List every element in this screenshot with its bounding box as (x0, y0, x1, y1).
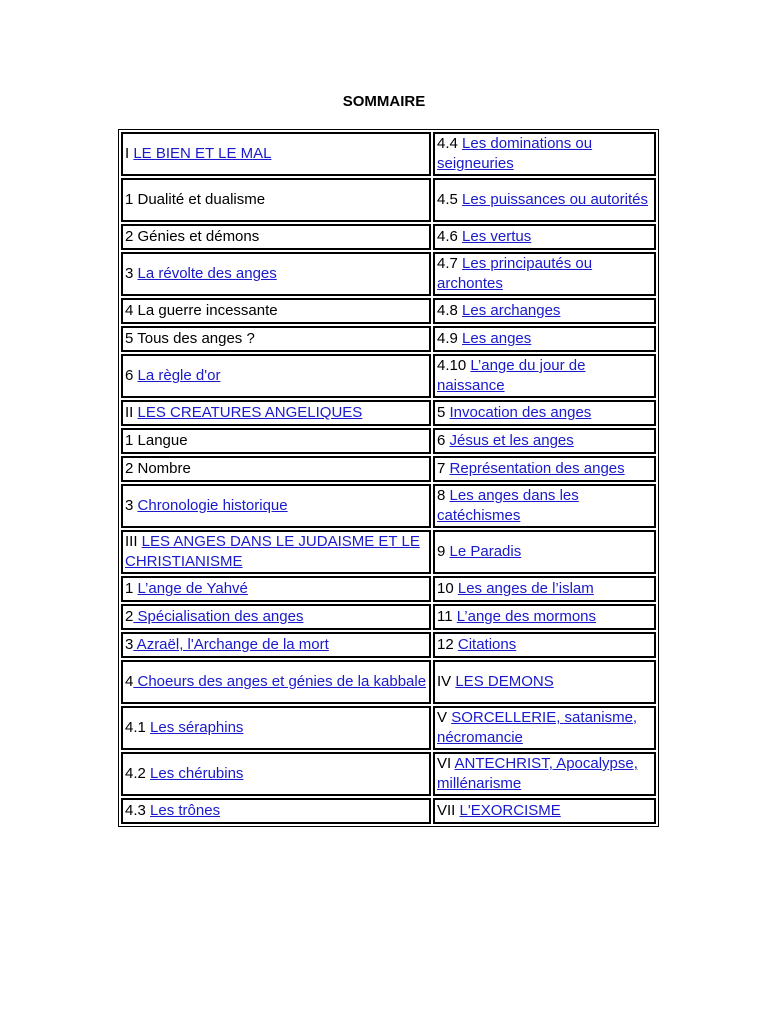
toc-entry-right (433, 354, 656, 398)
toc-entry-number: II (125, 404, 138, 421)
table-row (121, 252, 656, 296)
toc-entry-number: 3 (125, 265, 138, 282)
toc-entry-left (121, 354, 431, 398)
toc-entry-left (121, 298, 431, 324)
toc-entry-number: VII (437, 802, 460, 819)
toc-entry-number: 12 (437, 636, 458, 653)
toc-link[interactable]: Les anges dans les catéchismes (437, 487, 579, 524)
toc-entry-right (433, 298, 656, 324)
toc-link[interactable]: Invocation des anges (449, 404, 592, 421)
toc-link[interactable]: Les principautés ou archontes (437, 255, 593, 292)
table-row (121, 660, 656, 704)
toc-entry-number: 4.7 (437, 255, 463, 272)
toc-entry-number: 1 (125, 580, 138, 597)
toc-entry-number: 2 (125, 608, 134, 625)
toc-entry-left (121, 706, 431, 750)
toc-link[interactable]: L’ange des mormons (456, 608, 596, 625)
toc-entry-number: 11 (437, 608, 457, 625)
toc-entry-right (433, 400, 656, 426)
table-row (121, 530, 656, 574)
toc-link[interactable]: LES CREATURES ANGELIQUES (137, 404, 363, 421)
toc-entry-left (121, 428, 431, 454)
toc-entry-right (433, 530, 656, 574)
toc-link[interactable]: La règle d'or (137, 367, 221, 384)
toc-entry-number: 4.10 (437, 357, 471, 374)
toc-link[interactable]: ANTECHRIST, Apocalypse, millénarisme (437, 755, 638, 792)
toc-entry-left (121, 484, 431, 528)
table-row (121, 798, 656, 824)
toc-entry-right (433, 252, 656, 296)
toc-entry-number: 2 Génies et démons (125, 228, 260, 245)
toc-entry-number: 10 (437, 580, 458, 597)
table-row (121, 354, 656, 398)
toc-link[interactable]: Spécialisation des anges (133, 608, 304, 625)
toc-entry-number: 4.5 (437, 191, 463, 208)
toc-entry-number: 4.2 (125, 765, 151, 782)
toc-entry-number: I (125, 145, 134, 162)
toc-entry-left (121, 798, 431, 824)
toc-entry-right (433, 456, 656, 482)
toc-entry-number: 5 (437, 404, 450, 421)
toc-link[interactable]: SORCELLERIE, satanisme, nécromancie (437, 709, 638, 746)
toc-body (121, 132, 656, 824)
toc-entry-right (433, 798, 656, 824)
toc-entry-number: 9 (437, 543, 450, 560)
table-row (121, 224, 656, 250)
toc-entry-number: 4 (125, 673, 134, 690)
toc-link[interactable]: Azraël, l'Archange de la mort (133, 636, 329, 653)
toc-entry-left (121, 576, 431, 602)
toc-entry-right (433, 132, 656, 176)
toc-entry-left (121, 456, 431, 482)
toc-entry-number: 4.3 (125, 802, 151, 819)
toc-entry-number: 6 (125, 367, 138, 384)
toc-entry-number: 4.9 (437, 330, 463, 347)
toc-entry-left (121, 530, 431, 574)
toc-entry-left (121, 252, 431, 296)
toc-link[interactable]: Jésus et les anges (449, 432, 574, 449)
toc-entry-number: VI (437, 755, 455, 772)
table-row (121, 428, 656, 454)
toc-link[interactable]: Les puissances ou autorités (462, 191, 648, 208)
toc-entry-number: III (125, 533, 142, 550)
toc-entry-number: V (437, 709, 452, 726)
toc-entry-number: 4 La guerre incessante (125, 302, 278, 319)
toc-entry-right (433, 178, 656, 222)
toc-entry-right (433, 604, 656, 630)
toc-entry-number: 3 (125, 497, 138, 514)
toc-entry-right (433, 428, 656, 454)
table-row (121, 298, 656, 324)
toc-entry-right (433, 484, 656, 528)
table-row (121, 706, 656, 750)
table-row (121, 604, 656, 630)
toc-link[interactable]: Les séraphins (150, 719, 244, 736)
toc-entry-number: 5 Tous des anges ? (125, 330, 255, 347)
toc-entry-right (433, 224, 656, 250)
toc-entry-left (121, 224, 431, 250)
toc-entry-left (121, 604, 431, 630)
toc-link[interactable]: L'EXORCISME (459, 802, 561, 819)
toc-link[interactable]: Les archanges (462, 302, 561, 319)
toc-link[interactable]: La révolte des anges (137, 265, 277, 282)
table-row (121, 576, 656, 602)
toc-entry-number: 4.1 (125, 719, 151, 736)
toc-entry-right (433, 576, 656, 602)
toc-entry-left (121, 400, 431, 426)
toc-entry-right (433, 326, 656, 352)
table-row (121, 456, 656, 482)
toc-entry-number: 6 (437, 432, 450, 449)
toc-link[interactable]: Les vertus (462, 228, 532, 245)
toc-entry-number: 2 Nombre (125, 460, 191, 477)
table-row (121, 752, 656, 796)
toc-entry-left (121, 752, 431, 796)
toc-entry-number: 8 (437, 487, 450, 504)
toc-link[interactable]: Le Paradis (449, 543, 522, 560)
page-title: SOMMAIRE (342, 93, 426, 110)
toc-entry-left (121, 632, 431, 658)
toc-entry-number: 7 (437, 460, 450, 477)
toc-entry-number: 1 Langue (125, 432, 188, 449)
toc-link[interactable]: Les dominations ou seigneuries (437, 135, 593, 172)
toc-entry-right (433, 632, 656, 658)
toc-link[interactable]: LES DEMONS (455, 673, 554, 690)
toc-entry-left (121, 660, 431, 704)
toc-link[interactable]: LE BIEN ET LE MAL (133, 145, 272, 162)
toc-entry-number: 1 Dualité et dualisme (125, 191, 266, 208)
table-row (121, 178, 656, 222)
toc-link[interactable]: Citations (457, 636, 517, 653)
toc-link[interactable]: Chronologie historique (137, 497, 288, 514)
toc-link[interactable]: Les anges (462, 330, 532, 347)
toc-entry-left (121, 132, 431, 176)
toc-entry-number: 4.4 (437, 135, 463, 152)
table-of-contents (118, 129, 659, 827)
toc-link[interactable]: L’ange du jour de naissance (437, 357, 586, 394)
table-row (121, 632, 656, 658)
table-row (121, 484, 656, 528)
toc-entry-right (433, 752, 656, 796)
table-row (121, 400, 656, 426)
toc-link[interactable]: Choeurs des anges et génies de la kabbale (133, 673, 427, 690)
toc-link[interactable]: Les anges de l’islam (457, 580, 594, 597)
toc-entry-number: IV (437, 673, 456, 690)
toc-entry-number: 4.8 (437, 302, 463, 319)
toc-entry-right (433, 660, 656, 704)
toc-link[interactable]: LES ANGES DANS LE JUDAISME ET LE CHRISTIANISME (125, 533, 420, 570)
toc-link[interactable]: L’ange de Yahvé (137, 580, 248, 597)
toc-link[interactable]: Les trônes (150, 802, 221, 819)
toc-entry-left (121, 178, 431, 222)
toc-link[interactable]: Les chérubins (150, 765, 244, 782)
table-row (121, 132, 656, 176)
toc-entry-left (121, 326, 431, 352)
table-row (121, 326, 656, 352)
toc-entry-right (433, 706, 656, 750)
toc-entry-number: 3 (125, 636, 134, 653)
toc-entry-number: 4.6 (437, 228, 463, 245)
toc-link[interactable]: Représentation des anges (449, 460, 625, 477)
